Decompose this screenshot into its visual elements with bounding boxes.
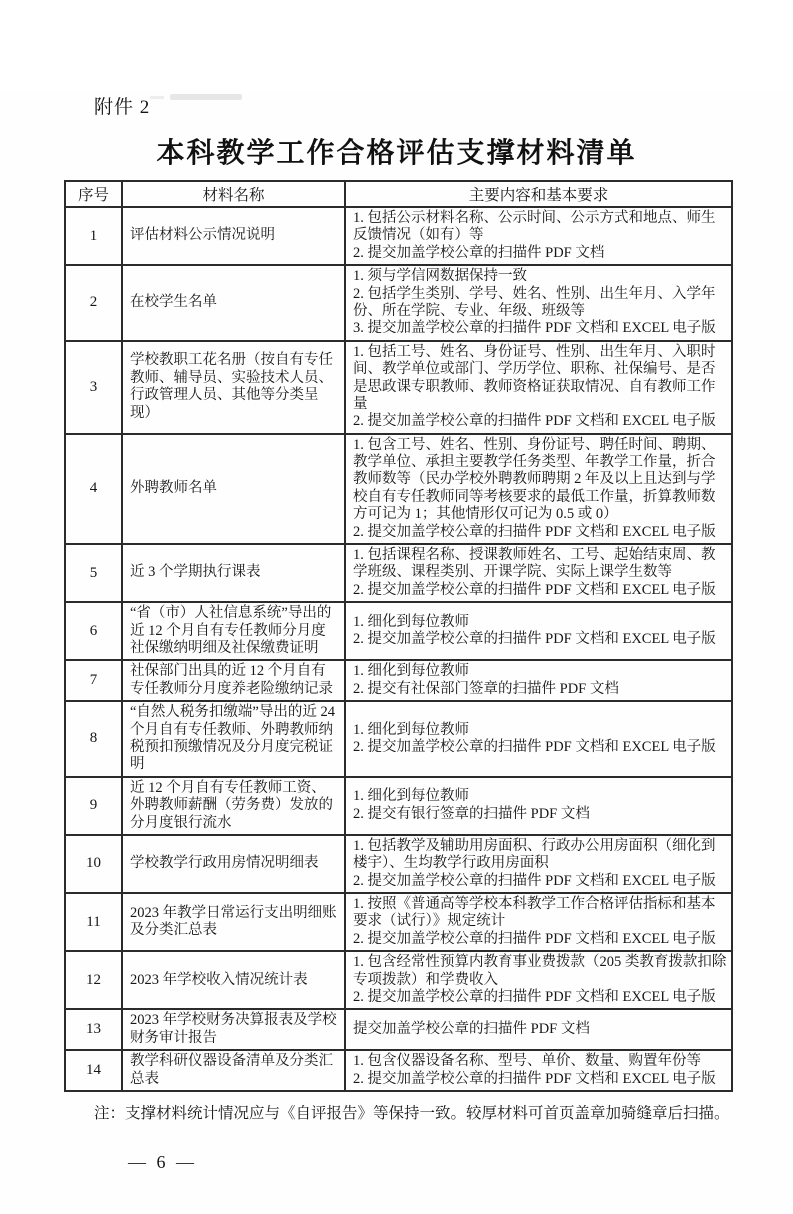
table-row — [65, 1050, 732, 1091]
requirement-line: 1. 包含经常性预算内教育事业费拨款（205 类教育拨款扣除专项拨款）和学费收入 — [353, 954, 727, 988]
requirements-cell — [345, 660, 732, 701]
header-serial-number: 序号 — [65, 181, 122, 207]
requirements-cell — [345, 835, 732, 893]
requirement-line: 2. 提交加盖学校公章的扫描件 PDF 文档和 EXCEL 电子版 — [353, 413, 716, 430]
material-name: 2023 年学校财务决算报表及学校财务审计报告 — [122, 1009, 345, 1050]
row-number: 7 — [65, 660, 122, 701]
requirement-line: 1. 须与学信网数据保持一致 — [353, 268, 527, 285]
requirement-line: 1. 包括工号、姓名、身份证号、性别、出生年月、入职时间、教学单位或部门、学历学位、职称、社保编号、是否是思政课专职教师、教师资格证获取情况、自有教师工作量 — [353, 343, 716, 412]
material-name: 学校教学行政用房情况明细表 — [122, 835, 345, 893]
row-number: 3 — [65, 341, 122, 434]
material-name: 外聘教师名单 — [122, 434, 345, 544]
requirements-cell — [345, 602, 732, 660]
table-header-row — [65, 181, 732, 207]
requirement-line: 2. 提交加盖学校公章的扫描件 PDF 文档和 EXCEL 电子版 — [353, 1070, 716, 1087]
requirement-line: 3. 提交加盖学校公章的扫描件 PDF 文档和 EXCEL 电子版 — [353, 320, 716, 337]
requirements-cell — [345, 544, 732, 602]
table-row — [65, 893, 732, 951]
row-number: 8 — [65, 701, 122, 777]
requirement-line: 提交加盖学校公章的扫描件 PDF 文档 — [353, 1021, 590, 1038]
requirement-line: 1. 细化到每位教师 — [353, 788, 469, 805]
requirement-line: 1. 包含工号、姓名、性别、身份证号、聘任时间、聘期、教学单位、承担主要教学任务类型、年教学工作量，折合教师数等（民办学校外聘教师聘期 2 年及以上且达到与学校自有专任教师同等考核要求的最低工作量，折算教师数方可记为 1；其他情形仅可记为 0.5 或 0） — [353, 436, 716, 523]
requirement-line: 2. 提交加盖学校公章的扫描件 PDF 文档 — [353, 244, 605, 261]
requirement-line: 2. 提交加盖学校公章的扫描件 PDF 文档和 EXCEL 电子版 — [353, 523, 716, 540]
page-title: 本科教学工作合格评估支撑材料清单 — [156, 137, 637, 168]
footnote: 注：支撑材料统计情况应与《自评报告》等保持一致。较厚材料可首页盖章加骑缝章后扫描。 — [94, 1104, 730, 1122]
material-name: 评估材料公示情况说明 — [122, 207, 345, 265]
requirement-line: 2. 提交加盖学校公章的扫描件 PDF 文档和 EXCEL 电子版 — [353, 738, 716, 755]
material-name: “省（市）人社信息系统”导出的近 12 个月自有专任教师分月度社保缴纳明细及社保缴费证明 — [122, 602, 345, 660]
header-requirements: 主要内容和基本要求 — [345, 181, 732, 207]
table-row — [65, 1009, 732, 1050]
table-row — [65, 835, 732, 893]
row-number: 10 — [65, 835, 122, 893]
requirement-line: 2. 包括学生类别、学号、姓名、性别、出生年月、入学年份、所在学院、专业、年级、班级等 — [353, 285, 716, 319]
row-number: 12 — [65, 951, 122, 1009]
requirement-line: 2. 提交有银行签章的扫描件 PDF 文档 — [353, 805, 590, 822]
requirement-line: 2. 提交加盖学校公章的扫描件 PDF 文档和 EXCEL 电子版 — [353, 581, 716, 598]
requirement-line: 2. 提交加盖学校公章的扫描件 PDF 文档和 EXCEL 电子版 — [353, 631, 716, 648]
material-name: 2023 年教学日常运行支出明细账及分类汇总表 — [122, 893, 345, 951]
row-number: 14 — [65, 1050, 122, 1091]
table-row — [65, 660, 732, 701]
requirement-line: 1. 包括课程名称、授课教师姓名、工号、起始结束周、教学班级、课程类别、开课学院、实际上课学生数等 — [353, 547, 716, 581]
material-name: 近 12 个月自有专任教师工资、外聘教师薪酬（劳务费）发放的分月度银行流水 — [122, 777, 345, 835]
requirement-line: 1. 细化到每位教师 — [353, 613, 469, 630]
requirements-cell — [345, 777, 732, 835]
material-name: 学校教职工花名册（按自有专任教师、辅导员、实验技术人员、行政管理人员、其他等分类呈现） — [122, 341, 345, 434]
requirement-line: 1. 包括公示材料名称、公示时间、公示方式和地点、师生反馈情况（如有）等 — [353, 210, 716, 244]
requirements-cell — [345, 1009, 732, 1050]
row-number: 6 — [65, 602, 122, 660]
row-number: 11 — [65, 893, 122, 951]
table-row — [65, 341, 732, 434]
material-name: 教学科研仪器设备清单及分类汇总表 — [122, 1050, 345, 1091]
requirement-line: 1. 包括教学及辅助用房面积、行政办公用房面积（细化到楼宇）、生均教学行政用房面积 — [353, 837, 716, 872]
requirements-cell — [345, 434, 732, 544]
requirement-line: 1. 细化到每位教师 — [353, 663, 469, 680]
table-row — [65, 207, 732, 265]
requirement-line: 2. 提交加盖学校公章的扫描件 PDF 文档和 EXCEL 电子版 — [353, 872, 716, 889]
attachment-label: 附件 2 — [94, 97, 151, 118]
requirements-cell — [345, 951, 732, 1009]
requirement-line: 1. 细化到每位教师 — [353, 721, 469, 738]
row-number: 13 — [65, 1009, 122, 1050]
requirement-line: 2. 提交加盖学校公章的扫描件 PDF 文档和 EXCEL 电子版 — [353, 930, 716, 947]
table-row — [65, 265, 732, 341]
document-page — [0, 92, 793, 1214]
table-row — [65, 544, 732, 602]
table-row — [65, 602, 732, 660]
materials-table — [64, 180, 733, 1092]
header-material-name: 材料名称 — [122, 181, 345, 207]
material-name: 2023 年学校收入情况统计表 — [122, 951, 345, 1009]
requirement-line: 1. 包含仪器设备名称、型号、单价、数量、购置年份等 — [353, 1053, 701, 1070]
table-row — [65, 434, 732, 544]
scan-artifact — [150, 96, 164, 99]
requirements-cell — [345, 207, 732, 265]
row-number: 2 — [65, 265, 122, 341]
material-name: 近 3 个学期执行课表 — [122, 544, 345, 602]
requirements-cell — [345, 265, 732, 341]
material-name: 社保部门出具的近 12 个月自有专任教师分月度养老险缴纳记录 — [122, 660, 345, 701]
table-row — [65, 777, 732, 835]
table-row — [65, 701, 732, 777]
row-number: 9 — [65, 777, 122, 835]
requirement-line: 1. 按照《普通高等学校本科教学工作合格评估指标和基本要求（试行）》规定统计 — [353, 896, 716, 930]
row-number: 1 — [65, 207, 122, 265]
table-row — [65, 951, 732, 1009]
page-number: — 6 — — [128, 1152, 197, 1173]
material-name: 在校学生名单 — [122, 265, 345, 341]
requirement-line: 2. 提交有社保部门签章的扫描件 PDF 文档 — [353, 680, 619, 697]
requirements-cell — [345, 341, 732, 434]
requirement-line: 2. 提交加盖学校公章的扫描件 PDF 文档和 EXCEL 电子版 — [353, 989, 716, 1006]
requirements-cell — [345, 1050, 732, 1091]
material-name: “自然人税务扣缴端”导出的近 24 个月自有专任教师、外聘教师纳税预扣预缴情况及分月度完税证明 — [122, 701, 345, 777]
scan-artifact — [170, 94, 242, 100]
row-number: 5 — [65, 544, 122, 602]
requirements-cell — [345, 701, 732, 777]
row-number: 4 — [65, 434, 122, 544]
requirements-cell — [345, 893, 732, 951]
